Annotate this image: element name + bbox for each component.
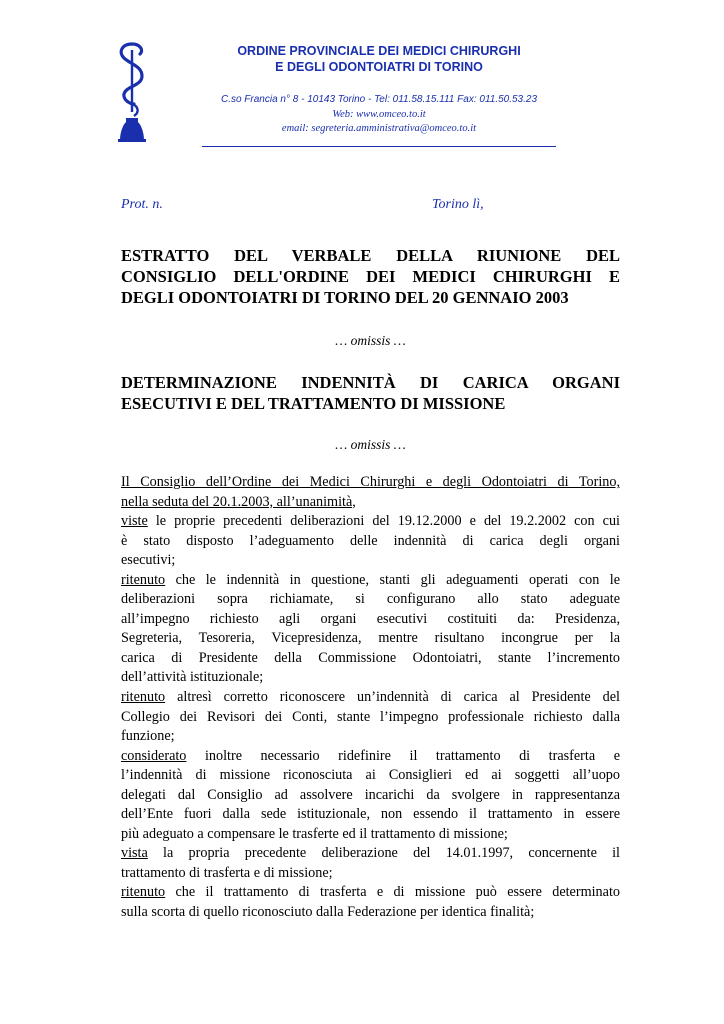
body-text: che le indennità in questione, stanti gli adeguamenti operati con le [165, 571, 620, 588]
body-text: altresì corretto riconoscere un’indennità di carica al Presidente del [165, 689, 620, 706]
body-line: sulla scorta di quello riconosciuto dalla Federazione per identica finalità; [121, 904, 535, 921]
document-title [121, 245, 620, 308]
title-line: DETERMINAZIONE INDENNITÀ DI CARICA ORGANI [121, 373, 620, 392]
body-line: dell’Ente fuori dalla sede istituzionale, non essendo il trattamento in essere [121, 806, 620, 823]
section-title [121, 372, 620, 414]
body-line: nella seduta del 20.1.2003, all’unanimità, [121, 493, 356, 510]
body-line [121, 571, 620, 591]
title-line: DEGLI ODONTOIATRI DI TORINO DEL 20 GENNAIO 2003 [121, 288, 569, 307]
keyword: vista [121, 845, 148, 862]
omissis-marker: … omissis … [335, 437, 406, 452]
body-line [121, 883, 620, 903]
keyword: viste [121, 513, 148, 530]
org-name-line-1: ORDINE PROVINCIALE DEI MEDICI CHIRURGHI [237, 44, 521, 58]
deliberation-body [121, 473, 620, 923]
body-line [121, 844, 620, 864]
body-line: più adeguato a compensare le trasferte ed il trattamento di missione; [121, 825, 508, 842]
body-line: Segreteria, Tesoreria, Vicepresidenza, mentre risultano incongrue per la [121, 630, 620, 647]
keyword: ritenuto [121, 689, 166, 706]
body-text: le proprie precedenti deliberazioni del 19.12.2000 e del 19.2.2002 con cui [147, 513, 620, 530]
body-line: l’indennità di missione riconosciuta ai Consiglieri ed ai soggetti all’uopo [121, 767, 620, 784]
header-divider [202, 146, 556, 147]
org-email: email: segreteria.amministrativa@omceo.to.it [281, 123, 477, 134]
place-date-label: Torino lì, [432, 197, 484, 212]
keyword: considerato [121, 747, 187, 764]
body-line: Collegio dei Revisori dei Conti, stante l’impegno professionale richiesto dalla [121, 708, 620, 725]
body-line: delegati dal Consiglio ad assolvere incarichi da svolgere in rappresentanza [121, 786, 620, 803]
body-line: dell’attività istituzionale; [121, 669, 264, 686]
body-line [121, 512, 620, 532]
body-line [121, 688, 620, 708]
body-line: esecutivi; [121, 552, 176, 569]
body-line: funzione; [121, 728, 175, 745]
title-line: ESTRATTO DEL VERBALE DELLA RIUNIONE DEL [121, 246, 620, 265]
body-line: carica di Presidente della Commissione Odontoiatri, stante l’incremento [121, 649, 620, 666]
title-line: ESECUTIVI E DEL TRATTAMENTO DI MISSIONE [121, 394, 506, 413]
caduceus-mole-logo-icon [112, 42, 152, 142]
org-name-line-2: E DEGLI ODONTOIATRI DI TORINO [275, 60, 483, 74]
body-line: deliberazioni sopra richiamate, si configurano allo stato adeguate [121, 591, 620, 608]
protocol-number-label: Prot. n. [121, 197, 163, 212]
org-website: Web: www.omceo.to.it [332, 109, 426, 120]
title-line: CONSIGLIO DELL'ORDINE DEI MEDICI CHIRURGHI E [121, 267, 620, 286]
body-line [121, 747, 620, 767]
body-text: la propria precedente deliberazione del 14.01.1997, concernente il [147, 845, 620, 862]
body-text: che il trattamento di trasferta e di missione può essere determinato [165, 884, 620, 901]
keyword: ritenuto [121, 571, 166, 588]
body-text: inoltre necessario ridefinire il trattamento di trasferta e [186, 747, 620, 764]
omissis-marker: … omissis … [335, 333, 406, 348]
body-line: è stato disposto l’adeguamento delle indennità di carica degli organi [121, 532, 620, 549]
body-line: all’impegno richiesto agli organi esecutivi costituiti da: Presidenza, [121, 610, 620, 627]
body-line: trattamento di trasferta e di missione; [121, 864, 333, 881]
keyword: ritenuto [121, 884, 166, 901]
body-line: Il Consiglio dell’Ordine dei Medici Chirurghi e degli Odontoiatri di Torino, [121, 474, 620, 490]
org-address: C.so Francia n° 8 - 10143 Torino - Tel: 011.58.15.111 Fax: 011.50.53.23 [220, 94, 538, 105]
